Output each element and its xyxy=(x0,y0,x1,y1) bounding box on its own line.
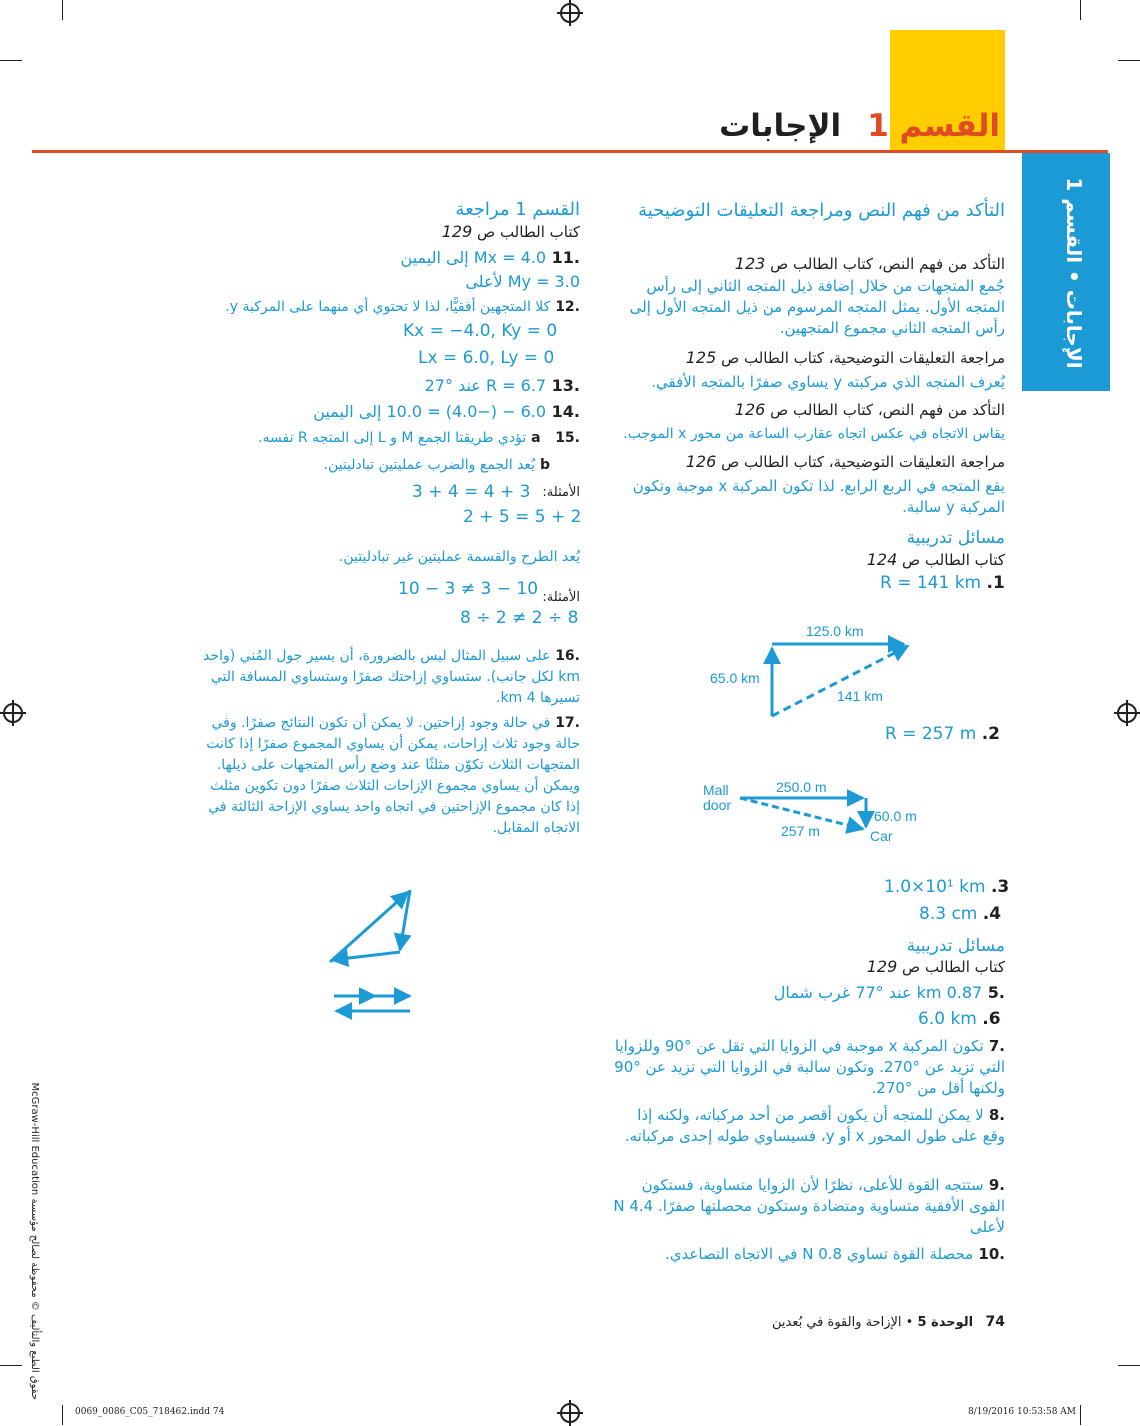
answer-14: .14 6.0 − (−4.0) = 10.0 إلى اليمين xyxy=(313,402,580,421)
answer-text: يقاس الاتجاه في عكس اتجاه عقارب الساعة من محور x الموجب. xyxy=(623,426,1005,442)
answer-12: .12 كلا المتجهين أفقيًّا، لذا لا تحتوي أي منهما على المركبة y. xyxy=(225,299,580,315)
answer-15c: يُعد الطرح والقسمة عمليتين غير تبادليتين. xyxy=(338,549,580,565)
crop-mark xyxy=(0,1365,22,1366)
page-footer: 74 الوحدة 5 • الإزاحة والقوة في بُعدين xyxy=(771,1314,1005,1330)
diagram-label: Car xyxy=(870,828,893,844)
copyright: حقوق الطبع والتأليف © محفوظة لصالح مؤسسة McGraw-Hill Education xyxy=(29,1082,40,1400)
resultant-arrow xyxy=(772,646,908,716)
answer-15b: b يُعد الجمع والضرب عمليتين تبادليتين. xyxy=(323,457,550,473)
answer-text: يُعرف المتجه الذي مركبته y يساوي صفرًا بالمتجه الأفقي. xyxy=(651,373,1005,391)
vector-triangle-diagram xyxy=(760,630,920,725)
answer-text: جُمع المتجهات من خلال إضافة ذيل المتجه الثاني إلى رأس المتجه الأول. يمثل المتجه المرسوم من ذيل المتجه الأول إلى رأس المتجه الثاني مجموع المتجهين. xyxy=(629,277,1005,337)
vector-arrow xyxy=(332,952,400,960)
footer-chapter-title: الإزاحة والقوة في بُعدين xyxy=(771,1315,902,1330)
answer-5: .5 0.87 km عند °77 غرب شمال xyxy=(773,983,1005,1002)
answer-1: R = 141 km .1 xyxy=(880,573,1005,593)
crop-mark xyxy=(1118,1365,1140,1366)
equation: 3 + 4 = 4 + 3 xyxy=(412,482,531,502)
reference: كتاب الطالب ص 129 xyxy=(866,957,1005,976)
page-title xyxy=(600,108,1000,156)
diagram-label: 257 m xyxy=(781,823,820,839)
diagram-label: 250.0 m xyxy=(776,779,827,795)
reference: مراجعة التعليقات التوضيحية، كتاب الطالب ص 126 xyxy=(685,452,1005,471)
reference: التأكد من فهم النص، كتاب الطالب ص 126 xyxy=(734,400,1005,419)
answer-2: R = 257 m .2 xyxy=(885,724,1000,744)
answer-13: .13 R = 6.7 عند °27 xyxy=(424,376,580,395)
equation: 2 + 5 = 5 + 2 xyxy=(463,507,582,527)
registration-mark-icon xyxy=(1117,703,1137,723)
answer-10: .10 محصلة القوة تساوي 0.8 N في الاتجاه التصاعدي. xyxy=(665,1245,1005,1263)
crop-mark xyxy=(1080,0,1081,20)
reference: كتاب الطالب ص 129 xyxy=(441,222,580,241)
diagram-label: 141 km xyxy=(837,688,883,704)
example-label: الأمثلة: xyxy=(542,590,580,605)
answer-9: .9 ستتجه القوة للأعلى، نظرًا لأن الزوايا متساوية، فستكون القوى الأفقية متساوية ومتضادة وستكون محصلتها صفرًا. 4.4 N لأعلى xyxy=(613,1176,1005,1236)
footer-chapter: الوحدة 5 xyxy=(917,1315,974,1330)
crop-mark xyxy=(62,0,63,20)
registration-mark-icon xyxy=(560,3,580,23)
practice-heading: مسائل تدريبية xyxy=(906,528,1005,548)
answer-3: 1.0×10¹ km .3 xyxy=(884,877,1010,897)
page-number: 74 xyxy=(985,1314,1005,1330)
chapter-label: القسم 1 xyxy=(867,108,1000,144)
crop-mark xyxy=(1080,1405,1081,1425)
answer-text: يقع المتجه في الربع الرابع. لذا تكون المركبة x موجبة وتكون المركبة y سالبة. xyxy=(632,477,1005,516)
equation: 8 ÷ 2 ≠ 2 ÷ 8 xyxy=(460,608,579,628)
reference: التأكد من فهم النص، كتاب الطالب ص 123 xyxy=(734,254,1005,273)
vector-sum-diagram xyxy=(320,880,420,1020)
registration-mark-icon xyxy=(560,1403,580,1423)
crop-mark xyxy=(1118,60,1140,61)
answer-15a: .15 a تؤدي طريقتا الجمع M و L إلى المتجه R نفسه. xyxy=(258,430,580,446)
practice-heading: مسائل تدريبية xyxy=(906,936,1005,956)
title-text: الإجابات xyxy=(719,108,842,144)
title-rule xyxy=(32,150,1108,153)
reference: مراجعة التعليقات التوضيحية، كتاب الطالب ص 125 xyxy=(685,348,1005,367)
diagram-label: 65.0 km xyxy=(710,670,760,686)
answer-7: .7 تكون المركبة x موجبة في الزوايا التي تقل عن °90 وللزوايا التي تزيد عن °270. وتكون سالبة في الزوايا التي تزيد عن °90 ولكنها أقل من °270. xyxy=(614,1037,1005,1097)
crop-mark xyxy=(0,60,22,61)
equation: 10 − 3 ≠ 3 − 10 xyxy=(398,579,539,599)
section-heading: التأكد من فهم النص ومراجعة التعليقات التوضيحية xyxy=(638,200,1005,221)
registration-mark-icon xyxy=(3,703,23,723)
section-heading: القسم 1 مراجعة xyxy=(455,199,580,220)
answer-16: .16 على سبيل المثال ليس بالضرورة، أن يسير جول المُني (واحد km لكل جانب). ستساوي إزاحتك صفرًا وستساوي المسافة التي تسيرها 4 km. xyxy=(203,648,580,706)
diagram-label: Mall door xyxy=(703,782,732,813)
answer-8: .8 لا يمكن للمتجه أن يكون أقصر من أحد مركباته، ولكنه إذا وقع على طول المحور x أو y، فسيساوي طوله إحدى مركباته. xyxy=(624,1106,1005,1145)
slug-line: 0069_0086_C05_718462.indd 74 xyxy=(75,1407,225,1417)
side-tab xyxy=(1022,153,1110,391)
answer-11-b: My = 3.0 لأعلى xyxy=(465,272,580,291)
answer-17: .17 في حالة وجود إزاحتين. لا يمكن أن تكون النتائج صفرًا. وفي حالة وجود ثلاث إزاحات، يمكن أن يساوي المجموع صفرًا إذا كانت المتجهات الثلاث تكوّن مثلثًا عند وضع رأس المتجهات على ذيلها. ويمكن أن يساوي مجموع الإزاحات الثلاث صفرًا دون تكوين مثلث إذا كان مجموع الإزاحتين في اتجاه واحد يساوي الإزاحة الثالثة في الاتجاه المقابل. xyxy=(206,715,580,836)
crop-mark xyxy=(62,1405,63,1425)
answer-12-b: Kx = −4.0, Ky = 0 xyxy=(403,321,558,341)
diagram-label: 60.0 m xyxy=(874,808,917,824)
answer-6: 6.0 km .6 xyxy=(918,1009,1001,1029)
answer-4: 8.3 cm .4 xyxy=(919,904,1002,924)
example-label: الأمثلة: xyxy=(542,485,580,500)
answer-12-c: Lx = 6.0, Ly = 0 xyxy=(418,348,555,368)
side-tab-label: الإجابات • القسم 1 xyxy=(1062,177,1086,369)
reference: كتاب الطالب ص 124 xyxy=(866,550,1005,569)
diagram-label: 125.0 km xyxy=(806,623,864,639)
answer-11: .11 Mx = 4.0 إلى اليمين xyxy=(400,248,580,267)
slug-line: 8/19/2016 10:53:58 AM xyxy=(968,1407,1077,1417)
